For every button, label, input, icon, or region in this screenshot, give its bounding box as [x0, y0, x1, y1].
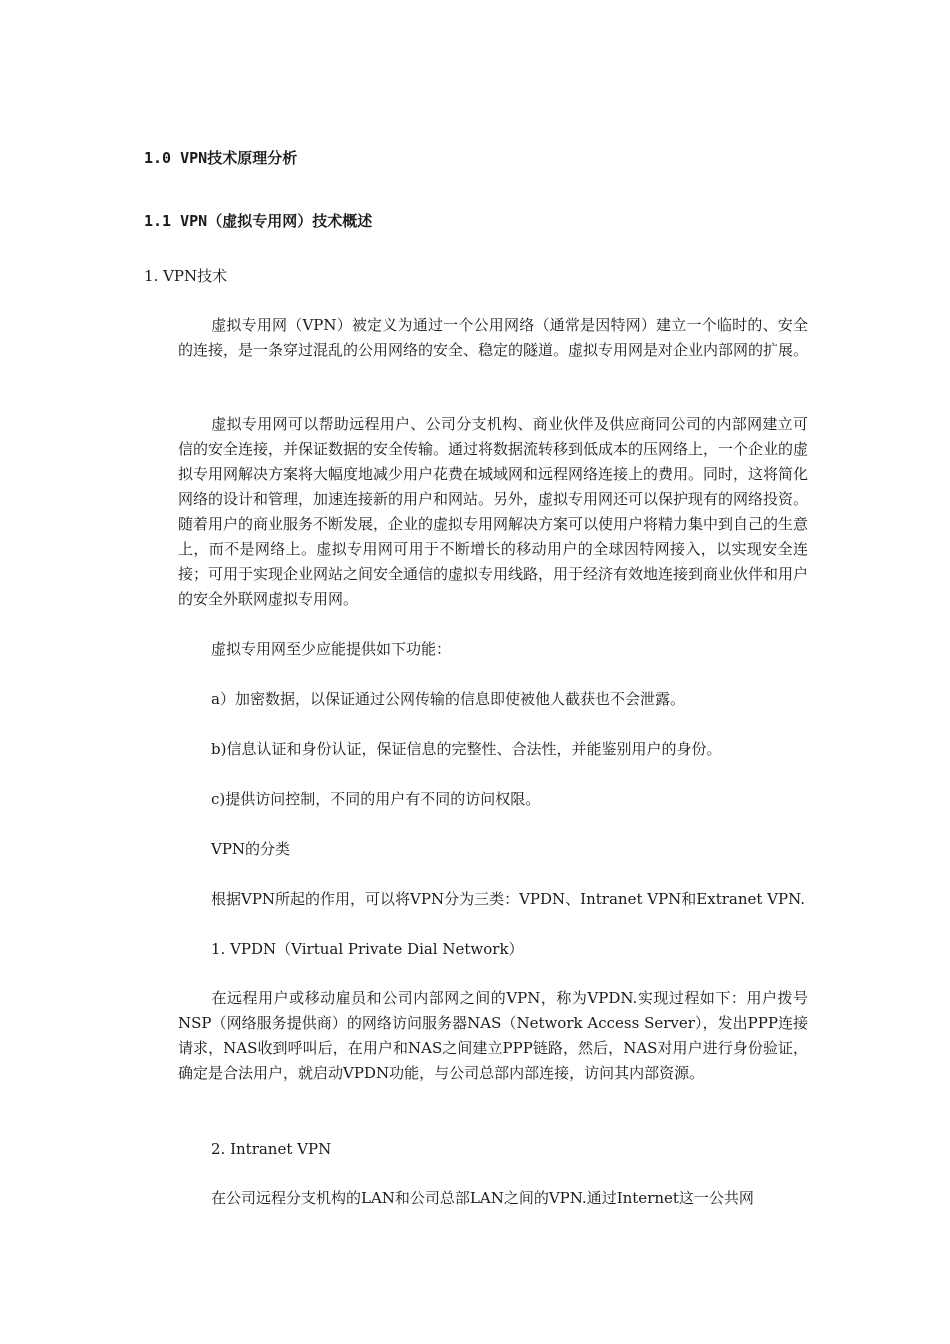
paragraph-vpdn: 在远程用户或移动雇员和公司内部网之间的VPN，称为VPDN.实现过程如下：用户拨号NSP（网络服务提供商）的网络访问服务器NAS（Network Access Server），发出PPP连接请求，NAS收到呼叫后，在用户和NAS之间建立PPP链路，然后，NAS对用户进行身份验证，确定是合法用户，就启动VPDN功能，与公司总部内部连接，访问其内部资源。 [178, 989, 808, 1082]
subheading-intranet-vpn: 2. Intranet VPN [211, 1140, 332, 1158]
paragraph-intranet-vpn: 在公司远程分支机构的LAN和公司总部LAN之间的VPN.通过Internet这一公共网 [211, 1189, 754, 1207]
heading-1-1: 1.1 VPN（虚拟专用网）技术概述 [144, 212, 373, 230]
heading-1: 1.0 VPN技术原理分析 [144, 149, 298, 167]
paragraph-functions-intro: 虚拟专用网至少应能提供如下功能： [211, 640, 452, 658]
paragraph-classification: 根据VPN所起的作用，可以将VPN分为三类：VPDN、Intranet VPN和Extranet VPN. [211, 890, 806, 908]
function-item-c: c)提供访问控制，不同的用户有不同的访问权限。 [211, 790, 541, 808]
function-item-a: a）加密数据，以保证通过公网传输的信息即使被他人截获也不会泄露。 [211, 690, 685, 708]
subheading-vpdn: 1. VPDN（Virtual Private Dial Network） [211, 940, 524, 958]
paragraph-definition: 虚拟专用网（VPN）被定义为通过一个公用网络（通常是因特网）建立一个临时的、安全的连接，是一条穿过混乱的公用网络的安全、稳定的隧道。虚拟专用网是对企业内部网的扩展。 [178, 316, 809, 359]
list-item-vpn-tech: 1. VPN技术 [144, 267, 228, 285]
paragraph-benefits: 虚拟专用网可以帮助远程用户、公司分支机构、商业伙伴及供应商同公司的内部网建立可信的安全连接，并保证数据的安全传输。通过将数据流转移到低成本的压网络上，一个企业的虚拟专用网解决方案将大幅度地减少用户花费在城域网和远程网络连接上的费用。同时，这将简化网络的设计和管理，加速连接新的用户和网站。另外，虚拟专用网还可以保护现有的网络投资。随着用户的商业服务不断发展，企业的虚拟专用网解决方案可以使用户将精力集中到自己的生意上，而不是网络上。虚拟专用网可用于不断增长的移动用户的全球因特网接入，以实现安全连接；可用于实现企业网站之间安全通信的虚拟专用线路，用于经济有效地连接到商业伙伴和用户的安全外联网虚拟专用网。 [178, 415, 809, 608]
section-vpn-classification: VPN的分类 [211, 840, 291, 858]
function-item-b: b)信息认证和身份认证，保证信息的完整性、合法性，并能鉴别用户的身份。 [211, 740, 722, 758]
